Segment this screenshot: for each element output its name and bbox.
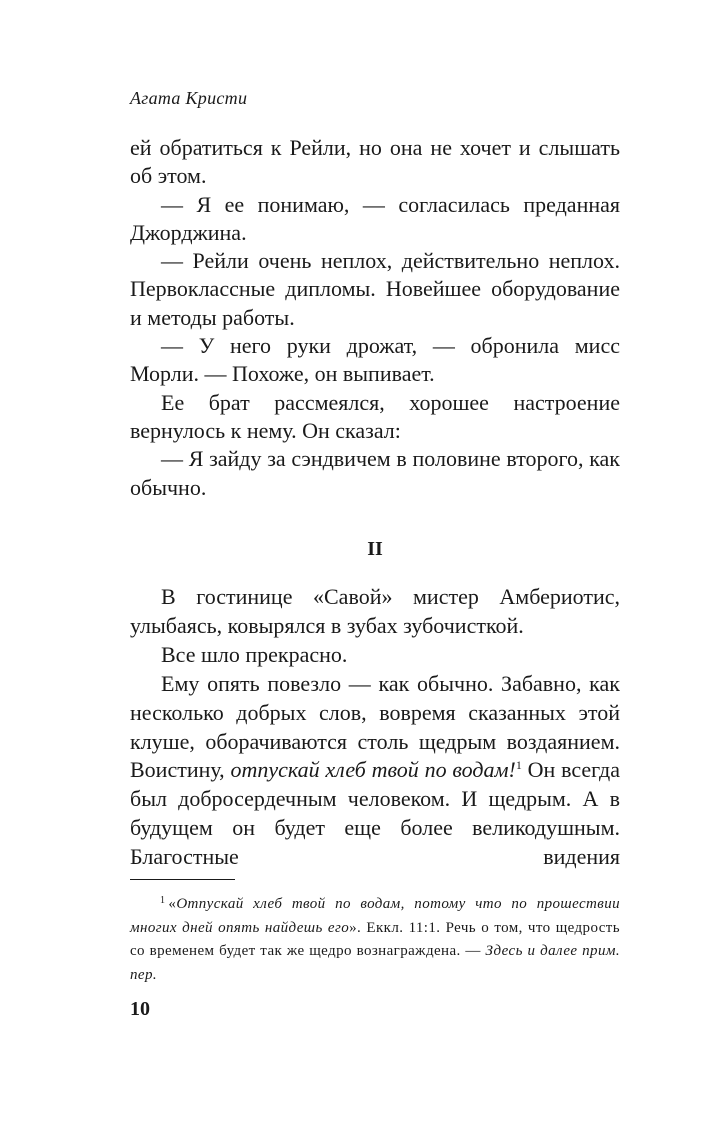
footnote-marker: 1 [160, 895, 166, 906]
paragraph: Ее брат рассмеялся, хорошее настроение вернулось к нему. Он сказал: [130, 389, 620, 443]
paragraph: Все шло прекрасно. [161, 641, 348, 667]
footnote-text: « [168, 896, 177, 912]
paragraph-text: Ему опять повезло — как обычно. Забавно, как несколько добрых слов, вовремя сказанных этой клуше, оборачиваются столь щедрым воздаянием. Воистину, [130, 670, 620, 783]
footnote-divider [130, 879, 235, 880]
running-head-author: Агата Кристи [130, 88, 248, 108]
paragraph: В гостинице «Савой» мистер Амбериотис, улыбаясь, ковырялся в зубах зубочисткой. [130, 584, 620, 638]
footnote-italic: Здесь и далее прим. пер. [130, 943, 620, 983]
paragraph: — У него руки дрожат, — обронила мисс Морли. — Похоже, он выпивает. [130, 333, 620, 387]
italic-quote: отпускай хлеб твой по водам! [230, 757, 516, 783]
footnote-reference: 1 [515, 758, 522, 773]
paragraph: ей обратиться к Рейли, но она не хочет и слышать об этом. [130, 135, 620, 189]
footnote [130, 889, 620, 987]
section-heading: II [367, 538, 383, 560]
paragraph: — Рейли очень неплох, действительно неплох. Первоклассные дипломы. Новейшее оборудование и методы работы. [130, 248, 620, 330]
paragraph: — Я зайду за сэндвичем в половине второго, как обычно. [130, 446, 620, 500]
body-text-section-1 [130, 134, 620, 502]
book-page [130, 0, 620, 1123]
page-number: 10 [130, 998, 150, 1020]
paragraph-text: Он всегда был добросердечным человеком. И щедрым. А в будущем он будет еще более великодушным. Благостные видения [130, 757, 621, 870]
paragraph [130, 670, 620, 872]
footnote-text: ». Еккл. 11:1. Речь о том, что щедрость со временем будет так же щедро вознаграждена. — [130, 919, 620, 959]
paragraph: — Я ее понимаю, — согласилась преданная Джорджина. [130, 191, 620, 245]
body-text-section-2 [130, 583, 620, 872]
footnote-italic: Отпускай хлеб твой по водам, потому что по прошествии многих дней опять найдешь его [130, 896, 620, 936]
